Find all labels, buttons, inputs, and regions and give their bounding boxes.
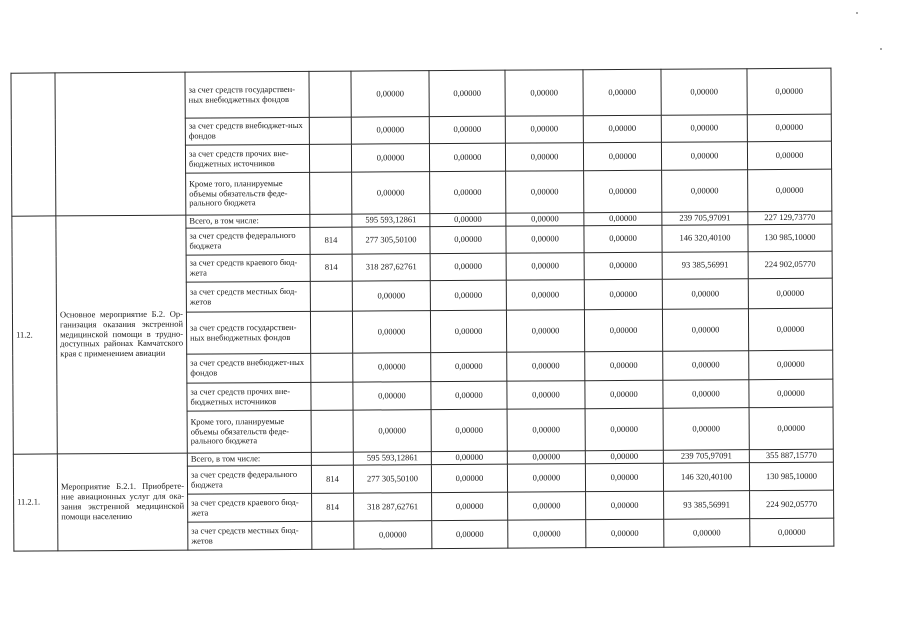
- funding-source: за счет средств местных бюд-жетов: [186, 281, 310, 312]
- funding-source: за счет средств прочих вне-бюджетных источников: [187, 382, 311, 411]
- value-cell: 0,00000: [585, 351, 663, 380]
- value-cell: 0,00000: [429, 116, 505, 143]
- value-cell: 0,00000: [749, 350, 833, 380]
- value-cell: 227 129,73770: [748, 211, 832, 225]
- value-cell: 130 985,10000: [749, 462, 833, 491]
- value-cell: 0,00000: [506, 280, 584, 310]
- value-cell: 0,00000: [354, 521, 432, 549]
- funding-source: за счет средств государствен-ных внебюджетных фондов: [186, 311, 310, 354]
- value-cell: 0,00000: [431, 409, 507, 451]
- grbs-code: 814: [311, 465, 353, 493]
- value-cell: 0,00000: [584, 252, 662, 279]
- value-cell: 0,00000: [747, 141, 831, 170]
- value-cell: 0,00000: [352, 281, 430, 311]
- grbs-code: [310, 214, 352, 227]
- funding-source: за счет средств внебюджет-ных фондов: [185, 117, 309, 145]
- grbs-code: [311, 353, 353, 382]
- grbs-code: [310, 281, 352, 311]
- value-cell: 0,00000: [661, 142, 747, 171]
- value-cell: 0,00000: [661, 69, 747, 116]
- value-cell: 0,00000: [507, 451, 585, 464]
- grbs-code: [310, 172, 352, 214]
- grbs-code: [310, 311, 352, 353]
- value-cell: 0,00000: [584, 170, 662, 212]
- value-cell: 0,00000: [749, 379, 833, 408]
- grbs-code: [309, 71, 351, 117]
- value-cell: 146 320,40100: [662, 225, 748, 253]
- value-cell: 0,00000: [662, 279, 748, 310]
- value-cell: 0,00000: [747, 68, 831, 115]
- value-cell: 0,00000: [663, 351, 749, 381]
- value-cell: 0,00000: [585, 463, 663, 491]
- value-cell: 0,00000: [584, 309, 662, 351]
- value-cell: 0,00000: [351, 117, 429, 144]
- grbs-code: [309, 117, 351, 144]
- budget-table: [10, 68, 834, 552]
- grbs-code: [311, 410, 353, 452]
- value-cell: 0,00000: [351, 144, 429, 172]
- grbs-code: 814: [310, 227, 352, 254]
- value-cell: 0,00000: [506, 310, 584, 352]
- value-cell: 0,00000: [432, 492, 508, 520]
- value-cell: 93 385,56991: [664, 491, 750, 520]
- funding-source: за счет средств местных бюд-жетов: [188, 521, 312, 550]
- value-cell: 0,00000: [748, 308, 832, 351]
- value-cell: 0,00000: [583, 142, 661, 170]
- value-cell: 0,00000: [584, 212, 662, 225]
- funding-source: за счет средств внебюджет-ных фондов: [187, 353, 311, 383]
- value-cell: 0,00000: [505, 143, 583, 171]
- value-cell: 0,00000: [353, 410, 431, 452]
- value-cell: 0,00000: [430, 226, 506, 253]
- row-name: Основное мероприятие Б.2. Ор-ганизация оказания экстренной медицинской помощи в трудно-доступных районах Камчатского края с применением авиации: [56, 215, 187, 454]
- funding-source: за счет средств государствен-ных внебюджетных фондов: [185, 71, 309, 118]
- value-cell: 595 593,12861: [352, 214, 430, 227]
- value-cell: 0,00000: [586, 491, 664, 519]
- value-cell: 0,00000: [431, 451, 507, 464]
- value-cell: 0,00000: [506, 171, 584, 213]
- value-cell: 318 287,62761: [354, 493, 432, 521]
- value-cell: 0,00000: [430, 310, 506, 352]
- funding-source: за счет средств прочих вне-бюджетных источников: [185, 144, 309, 173]
- value-cell: 0,00000: [585, 450, 663, 463]
- value-cell: 0,00000: [505, 70, 583, 116]
- value-cell: 0,00000: [584, 225, 662, 252]
- value-cell: 0,00000: [351, 71, 429, 117]
- value-cell: 0,00000: [505, 116, 583, 143]
- value-cell: 0,00000: [662, 170, 748, 213]
- funding-source: за счет средств краевого бюд-жета: [186, 254, 310, 282]
- value-cell: 0,00000: [749, 407, 833, 450]
- value-cell: 318 287,62761: [352, 254, 430, 281]
- row-name: Мероприятие Б.2.1. Приобрете-ние авиационных услуг для ока-зания экстренной медицинской помощи населению: [57, 453, 188, 551]
- funding-source: за счет средств краевого бюд-жета: [188, 493, 312, 522]
- funding-source: за счет средств федерального бюджета: [187, 465, 311, 494]
- table-row: [11, 68, 831, 119]
- value-cell: 0,00000: [506, 253, 584, 280]
- value-cell: 93 385,56991: [662, 252, 748, 280]
- value-cell: 0,00000: [508, 492, 586, 520]
- value-cell: 355 887,15770: [749, 449, 833, 463]
- scan-speck: [880, 48, 882, 50]
- value-cell: 0,00000: [429, 70, 505, 116]
- value-cell: 0,00000: [506, 226, 584, 253]
- value-cell: 224 902,05770: [750, 490, 834, 519]
- row-number: 11.2.1.: [13, 454, 58, 551]
- value-cell: 146 320,40100: [663, 463, 749, 492]
- value-cell: 0,00000: [747, 114, 831, 142]
- value-cell: 0,00000: [583, 69, 661, 115]
- row-name: [55, 72, 186, 216]
- row-number: 11.2.: [12, 216, 57, 454]
- value-cell: 0,00000: [431, 381, 507, 409]
- value-cell: 0,00000: [507, 381, 585, 409]
- value-cell: 0,00000: [352, 172, 430, 214]
- value-cell: 0,00000: [663, 380, 749, 409]
- value-cell: 0,00000: [583, 115, 661, 142]
- value-cell: 0,00000: [353, 382, 431, 410]
- value-cell: 0,00000: [507, 409, 585, 451]
- value-cell: 595 593,12861: [353, 452, 431, 465]
- grbs-code: [309, 144, 351, 172]
- grbs-code: [312, 521, 354, 549]
- value-cell: 0,00000: [432, 520, 508, 548]
- value-cell: 0,00000: [748, 169, 832, 212]
- value-cell: 0,00000: [352, 311, 430, 353]
- value-cell: 0,00000: [353, 353, 431, 382]
- value-cell: 0,00000: [585, 380, 663, 408]
- value-cell: 0,00000: [661, 115, 747, 143]
- value-cell: 0,00000: [507, 352, 585, 381]
- funding-source: Всего, в том числе:: [187, 452, 311, 466]
- grbs-code: 814: [312, 493, 354, 521]
- value-cell: 0,00000: [431, 352, 507, 381]
- value-cell: 0,00000: [430, 171, 506, 213]
- value-cell: 0,00000: [430, 253, 506, 280]
- grbs-code: [311, 382, 353, 410]
- value-cell: 277 305,50100: [352, 227, 430, 254]
- grbs-code: [311, 452, 353, 465]
- value-cell: 277 305,50100: [353, 465, 431, 493]
- grbs-code: 814: [310, 254, 352, 281]
- value-cell: 130 985,10000: [748, 224, 832, 252]
- value-cell: 0,00000: [507, 464, 585, 492]
- value-cell: 0,00000: [664, 519, 750, 548]
- funding-source: Кроме того, планируемые объемы обязательств феде-рального бюджета: [186, 172, 310, 215]
- value-cell: 224 902,05770: [748, 251, 832, 279]
- funding-source: Кроме того, планируемые объемы обязательств феде-рального бюджета: [187, 410, 311, 453]
- value-cell: 0,00000: [431, 464, 507, 492]
- value-cell: 0,00000: [508, 520, 586, 548]
- value-cell: 0,00000: [748, 278, 832, 309]
- value-cell: 239 705,97091: [662, 212, 748, 226]
- value-cell: 0,00000: [506, 213, 584, 226]
- value-cell: 0,00000: [430, 280, 506, 310]
- value-cell: 0,00000: [662, 309, 748, 352]
- value-cell: 0,00000: [750, 518, 834, 547]
- value-cell: 239 705,97091: [663, 450, 749, 464]
- value-cell: 0,00000: [585, 408, 663, 450]
- value-cell: 0,00000: [430, 213, 506, 226]
- value-cell: 0,00000: [663, 408, 749, 451]
- value-cell: 0,00000: [586, 519, 664, 547]
- value-cell: 0,00000: [584, 279, 662, 309]
- funding-source: за счет средств федерального бюджета: [186, 227, 310, 255]
- scan-speck: [856, 12, 858, 14]
- funding-source: Всего, в том числе:: [186, 214, 310, 228]
- row-number: [11, 73, 56, 216]
- budget-table-body: [11, 68, 834, 551]
- value-cell: 0,00000: [429, 143, 505, 171]
